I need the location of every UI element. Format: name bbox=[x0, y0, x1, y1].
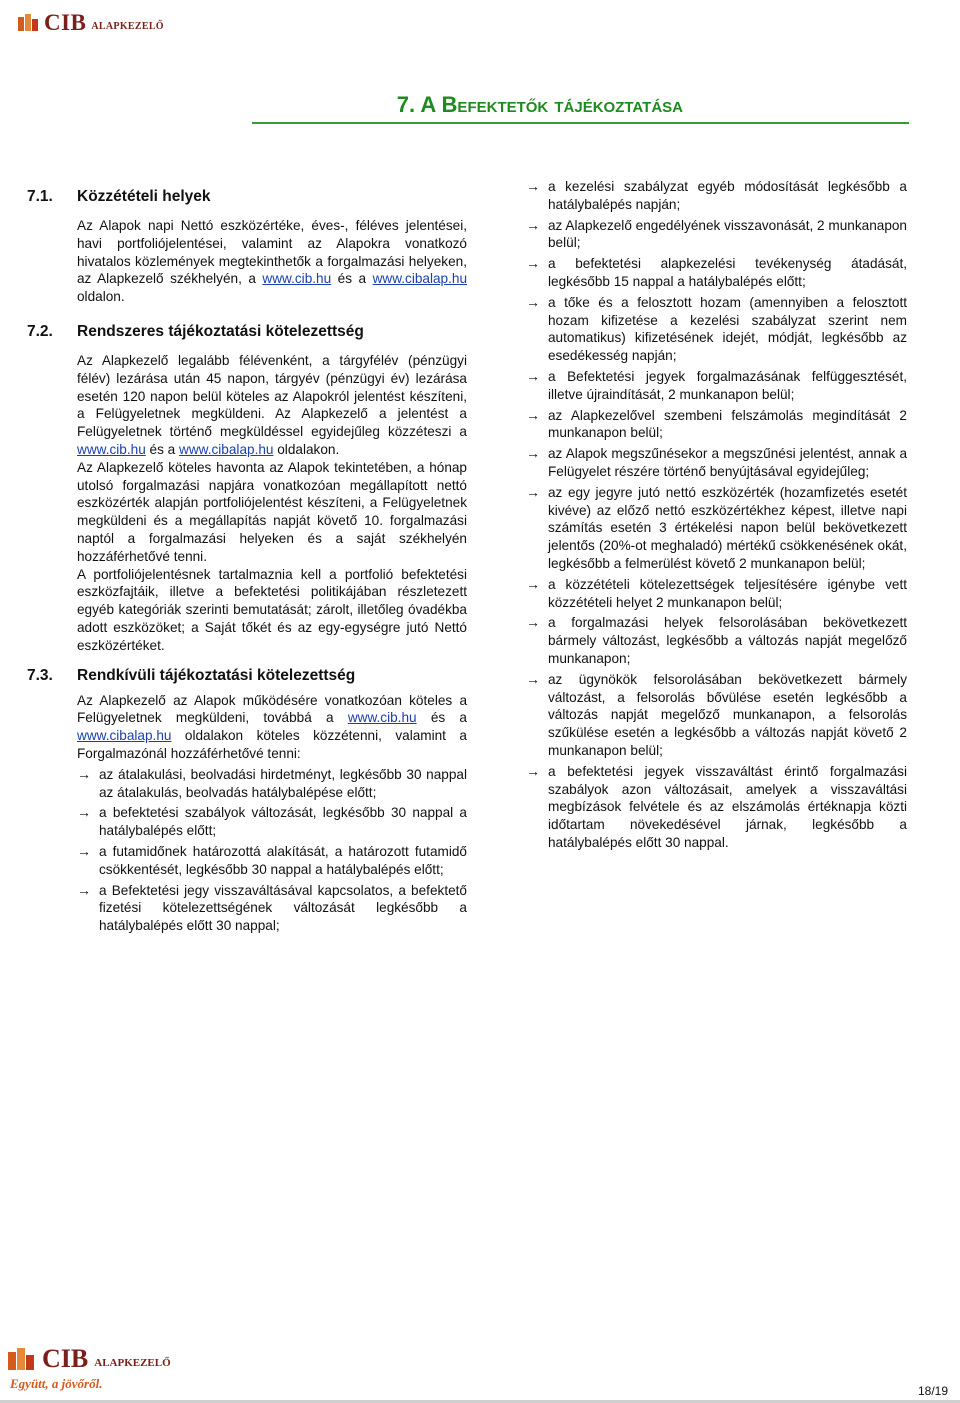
arrow-icon: → bbox=[77, 765, 91, 782]
logo-brand: CIB bbox=[42, 1344, 89, 1373]
list-item: → a futamidőnek határozottá alakítását, a határozott futamidő csökkentését, legkésőbb 30 nappal a hatálybalépés előtt; bbox=[77, 842, 467, 877]
arrow-icon: → bbox=[526, 178, 540, 194]
list-item: → az ügynökök felsorolásában bekövetkezett bármely változást, a felsorolás bővülése esetén legkésőbb a változás napját megelőző munkanapon, a felsorolás szűkülése esetén a legkésőbb a változás napját követő 2 munkanapon belül; bbox=[526, 670, 907, 758]
section-7-1 bbox=[27, 186, 467, 306]
arrow-icon: → bbox=[526, 255, 540, 272]
arrow-icon: → bbox=[526, 367, 540, 384]
section-title: Rendszeres tájékoztatási kötelezettség bbox=[77, 322, 364, 340]
section-number: 7.1. bbox=[27, 188, 53, 205]
list-item: → a közzétételi kötelezettségek teljesítésére igénybe vett közzétételi helyet 2 munkanapon belül; bbox=[526, 575, 907, 610]
header-logo bbox=[18, 10, 164, 36]
link-cibalap[interactable]: www.cibalap.hu bbox=[179, 441, 274, 457]
footer-logo bbox=[8, 1344, 178, 1400]
notice-list bbox=[77, 766, 467, 935]
section-7-3 bbox=[27, 665, 467, 935]
section-number: 7.3. bbox=[27, 666, 53, 684]
list-item: → az Alapok megszűnésekor a megszűnési jelentést, annak a Felügyelet részére történő benyújtásával egyidejűleg; bbox=[526, 445, 907, 479]
page-number: 18/19 bbox=[917, 1384, 948, 1398]
arrow-icon: → bbox=[526, 670, 540, 687]
section-heading bbox=[27, 186, 467, 208]
cib-logo-icon bbox=[8, 1346, 36, 1372]
section-title: Közzétételi helyek bbox=[77, 188, 211, 205]
section-number: 7.2. bbox=[27, 322, 53, 340]
link-cib[interactable]: www.cib.hu bbox=[262, 271, 332, 287]
list-item: → az Alapkezelővel szembeni felszámolás megindítását 2 munkanapon belül; bbox=[526, 406, 907, 441]
list-item: → az Alapkezelő engedélyének visszavonását, 2 munkanapon belül; bbox=[526, 216, 907, 251]
section-7-2 bbox=[27, 321, 467, 655]
arrow-icon: → bbox=[526, 483, 540, 500]
arrow-icon: → bbox=[526, 216, 540, 233]
list-item: → a Befektetési jegy visszaváltásával kapcsolatos, a befektető fizetési kötelezettségének változását legkésőbb a hatálybalépés előtt 30 nappal; bbox=[77, 881, 467, 934]
list-item: → a befektetési alapkezelési tevékenység átadását, legkésőbb 15 nappal a hatálybalépés előtt; bbox=[526, 255, 907, 289]
arrow-icon: → bbox=[526, 445, 540, 462]
link-cibalap[interactable]: www.cibalap.hu bbox=[372, 271, 468, 287]
list-item: → az egy jegyre jutó nettó eszközérték (hozamfizetés esetét kivéve) az előző nettó eszközértékhez képest, illetve napi számítás esetén 3 értékelési napon belül bekövetkezett jelentős (20%-ot meghaladó) mértékű csökkenésének okát, legkésőbb a felmerülést követő 2 munkanapon belül; bbox=[526, 483, 907, 571]
section-heading bbox=[27, 321, 467, 343]
arrow-icon: → bbox=[526, 614, 540, 631]
paragraph: Az Alapkezelő az Alapok működésére vonatkozóan köteles a Felügyeletnek megküldeni, továbbá a www.cib.hu és a www.cibalap.hu oldalakon köteles közzétenni, valamint a Forgalmazónál hozzáférhetővé tenni: bbox=[77, 692, 467, 761]
arrow-icon: → bbox=[526, 575, 540, 592]
logo-brand: CIB bbox=[44, 10, 87, 35]
logo-subtitle: ALAPKEZELŐ bbox=[91, 21, 164, 32]
list-item: → a Befektetési jegyek forgalmazásának felfüggesztését, illetve újraindítását, 2 munkanapon belül; bbox=[526, 367, 907, 402]
link-cibalap[interactable]: www.cibalap.hu bbox=[77, 728, 172, 744]
list-item: → a befektetési szabályok változását, legkésőbb 30 nappal a hatálybalépés előtt; bbox=[77, 804, 467, 839]
title-underline bbox=[252, 122, 909, 124]
paragraph: Az Alapkezelő köteles havonta az Alapok tekintetében, a hónap utolsó forgalmazási napjára vonatkozóan megállapított nettó eszközérték alapján portfoliójelentést készíteni, a Felügyeletnek megküldeni és a megállapítás napját követő 10. forgalmazási naptól a forgalmazási helyeken és a saját székhelyén hozzáférhetővé tenni. bbox=[77, 459, 467, 564]
link-cib[interactable]: www.cib.hu bbox=[347, 710, 417, 726]
list-item: → a kezelési szabályzat egyéb módosítását legkésőbb a hatálybalépés napján; bbox=[526, 178, 907, 212]
list-item: → a forgalmazási helyek felsorolásában bekövetkezett bármely változást, legkésőbb a változás napját megelőző munkanapon; bbox=[526, 614, 907, 666]
logo-subtitle: ALAPKEZELŐ bbox=[94, 1357, 171, 1369]
left-column bbox=[27, 186, 467, 935]
arrow-icon: → bbox=[526, 406, 540, 423]
section-title: Rendkívüli tájékoztatási kötelezettség bbox=[77, 666, 356, 684]
arrow-icon: → bbox=[77, 804, 91, 821]
arrow-icon: → bbox=[526, 293, 540, 310]
right-column bbox=[526, 178, 907, 852]
paragraph: A portfoliójelentésnek tartalmaznia kell a portfolió befektetési eszközfajtáik, illetve a befektetési politikájában részletezett egyéb kategóriák szerinti bemutatását; zárolt, illetőleg óvadékba adott eszközöket; a Saját tőkét és az egy-egységre jutó Nettó eszközértéket. bbox=[77, 566, 467, 653]
arrow-icon: → bbox=[77, 881, 91, 898]
link-cib[interactable]: www.cib.hu bbox=[77, 441, 146, 457]
slogan: Együtt, a jövőről. bbox=[10, 1376, 103, 1391]
list-item: → a tőke és a felosztott hozam (amennyiben a felosztott hozam kifizetése a kezelési szabályzat szerint nem automatikus) kifizetésének idejét, módját, legkésőbb az esedékesség napján; bbox=[526, 293, 907, 364]
section-heading bbox=[27, 665, 467, 687]
list-item: → a befektetési jegyek visszaváltást érintő forgalmazási szabályok azon változásait, amelyek a visszaváltási megbízások felvétele és az elszámolás értéknapja közti időtartam növekedésével járnak, legkésőbb a hatálybalépés előtt 30 nappal. bbox=[526, 762, 907, 850]
paragraph: Az Alapok napi Nettó eszközértéke, éves-, féléves jelentései, havi portfoliójelentései, valamint az Alapokra vonatkozó hivatalos közlemények megtekinthetők a forgalmazási helyeken, az Alapkezelő székhelyén, a www.cib.hu és a www.cibalap.hu oldalon. bbox=[77, 218, 468, 305]
arrow-icon: → bbox=[526, 762, 540, 779]
arrow-icon: → bbox=[77, 842, 91, 859]
list-item: → az átalakulási, beolvadási hirdetményt, legkésőbb 30 nappal az átalakulás, beolvadás hatálybalépése előtt; bbox=[77, 765, 467, 800]
paragraph: Az Alapkezelő legalább félévenként, a tárgyfélév (pénzügyi félév) lezárása után 45 napon, tárgyév (pénzügyi év) lezárása esetén 120 napon belül köteles az Alapokról jelentést készíteni, a Felügyeletnek megküldeni. Az Alapkezelő a jelentést a Felügyeletnek történő megküldéssel egyidejűleg közzéteszi a www.cib.hu és a www.cibalap.hu oldalakon. bbox=[77, 352, 467, 457]
chapter-title: 7. A Befektetők tájékoztatása bbox=[396, 92, 683, 117]
cib-logo-icon bbox=[18, 13, 40, 33]
